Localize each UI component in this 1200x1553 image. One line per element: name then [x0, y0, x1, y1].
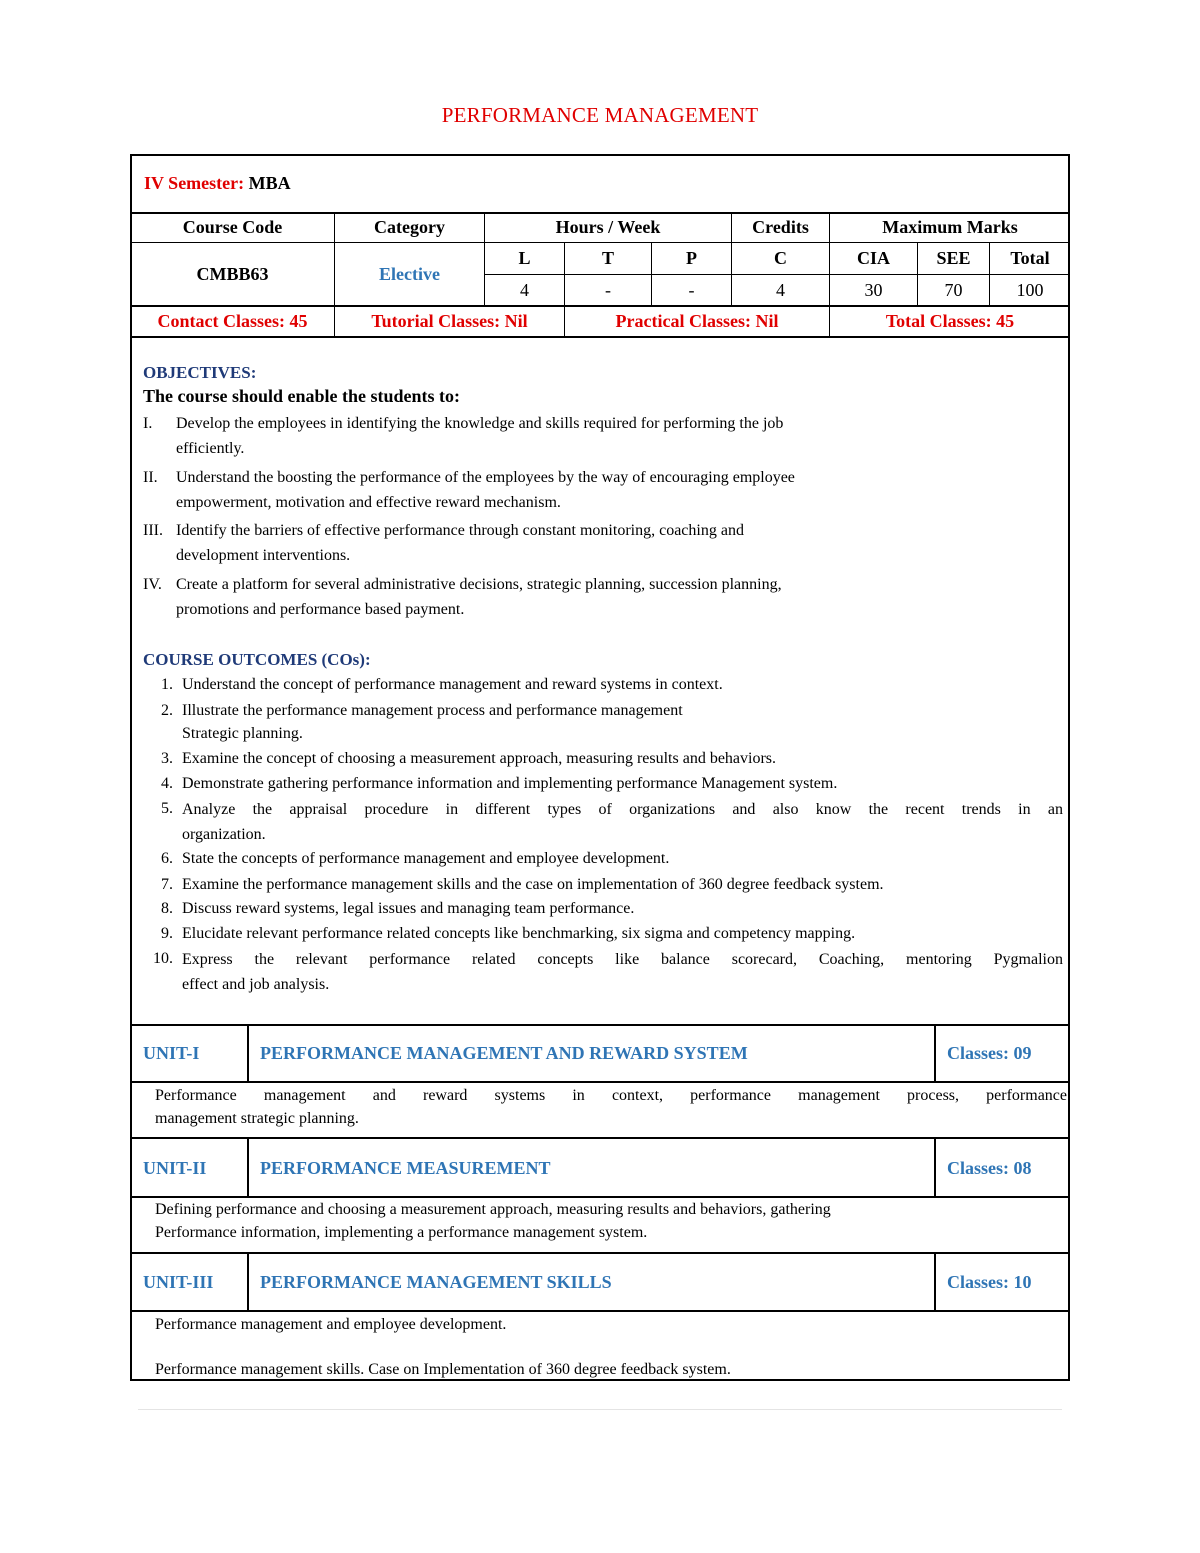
outcome-number: 6. — [161, 850, 173, 867]
objective-number: IV. — [143, 576, 162, 593]
outcome-item — [143, 673, 1063, 697]
outcomes-heading: COURSE OUTCOMES (COs): — [143, 650, 371, 669]
value-total: 100 — [1016, 279, 1044, 300]
outcome-item — [143, 797, 1063, 847]
outcome-number: 10. — [153, 950, 173, 967]
outcome-text: Illustrate the performance management process and performance management — [182, 702, 683, 719]
table-rule — [130, 336, 1070, 338]
unit-description-line: Defining performance and choosing a measurement approach, measuring results and behaviors, gathering — [155, 1201, 831, 1218]
unit-rule — [247, 1252, 249, 1310]
subheader-cia: CIA — [856, 248, 890, 268]
unit-description-line: Performance management skills. Case on Implementation of 360 degree feedback system. — [155, 1361, 731, 1378]
unit-classes: Classes: 08 — [947, 1158, 1032, 1178]
subheader-total: Total — [1010, 248, 1050, 268]
unit-description-line: management strategic planning. — [155, 1110, 359, 1127]
objective-text-continued: empowerment, motivation and effective reward mechanism. — [176, 494, 561, 511]
contact-classes: Contact Classes: 45 — [157, 310, 308, 331]
unit-code: UNIT-I — [143, 1043, 200, 1063]
unit-title: PERFORMANCE MEASUREMENT — [260, 1158, 551, 1178]
unit-classes: Classes: 09 — [947, 1043, 1032, 1063]
objective-text-continued: efficiently. — [176, 440, 245, 457]
outcome-item — [143, 922, 1063, 946]
outcome-number: 3. — [161, 750, 173, 767]
unit-description-line: Performance management and employee development. — [155, 1316, 507, 1333]
subheader-see: SEE — [936, 248, 971, 268]
header-credits: Credits — [752, 217, 809, 237]
outcome-item — [143, 897, 1063, 921]
objective-item — [143, 518, 993, 568]
page-bottom-rule — [138, 1409, 1062, 1410]
outcome-text: Understand the concept of performance management and reward systems in context. — [182, 676, 723, 693]
outcome-item — [143, 847, 1063, 871]
objectives-heading: OBJECTIVES: — [143, 363, 257, 382]
unit-rule — [247, 1137, 249, 1196]
objective-number: III. — [143, 522, 163, 539]
subheader-c: C — [774, 248, 787, 268]
category-value: Elective — [379, 263, 440, 284]
outcome-text: State the concepts of performance management and employee development. — [182, 850, 670, 867]
semester-label: IV Semester: — [144, 173, 245, 193]
objectives-lead: The course should enable the students to: — [143, 386, 461, 406]
header-category: Category — [374, 217, 445, 237]
outcome-text: Analyze the appraisal procedure in different types of organizations and also know the recent trends in an — [182, 801, 1063, 818]
unit-description — [155, 1198, 1067, 1244]
value-cia: 30 — [864, 279, 883, 300]
unit-code: UNIT-II — [143, 1158, 207, 1178]
outcome-number: 4. — [161, 775, 173, 792]
objective-text: Identify the barriers of effective performance through constant monitoring, coaching and — [176, 522, 744, 539]
objective-text: Develop the employees in identifying the knowledge and skills required for performing the job — [176, 415, 784, 432]
objective-text: Create a platform for several administrative decisions, strategic planning, succession planning, — [176, 576, 782, 593]
semester-line — [144, 173, 291, 194]
objective-number: II. — [143, 469, 158, 486]
outcome-number: 2. — [161, 702, 173, 719]
outcome-text-continued: organization. — [182, 826, 266, 843]
outcome-text: Discuss reward systems, legal issues and managing team performance. — [182, 900, 635, 917]
unit-rule — [934, 1252, 936, 1310]
outcome-number: 9. — [161, 925, 173, 942]
objective-item — [143, 411, 993, 461]
outcome-text: Demonstrate gathering performance information and implementing performance Management system. — [182, 775, 838, 792]
outcome-text: Elucidate relevant performance related concepts like benchmarking, six sigma and competency mapping. — [182, 925, 856, 942]
unit-rule — [247, 1024, 249, 1081]
outcome-number: 8. — [161, 900, 173, 917]
subheader-l: L — [518, 248, 531, 268]
objective-number: I. — [143, 415, 153, 432]
unit-rule — [130, 1252, 1070, 1254]
unit-rule — [934, 1137, 936, 1196]
outcome-item — [143, 772, 1063, 796]
objective-text: Understand the boosting the performance of the employees by the way of encouraging employee — [176, 469, 795, 486]
outcome-item — [143, 747, 1063, 771]
outcome-number: 1. — [161, 676, 173, 693]
outcome-text: Examine the concept of choosing a measurement approach, measuring results and behaviors. — [182, 750, 777, 767]
outcome-number: 7. — [161, 876, 173, 893]
outcome-item — [143, 873, 1063, 897]
objective-text-continued: promotions and performance based payment. — [176, 601, 465, 618]
outcome-text: Express the relevant performance related concepts like balance scorecard, Coaching, mentoring Pygmalion — [182, 951, 1063, 968]
course-code-value: CMBB63 — [196, 263, 269, 284]
unit-description-line: Performance information, implementing a performance management system. — [155, 1224, 648, 1241]
unit-title: PERFORMANCE MANAGEMENT SKILLS — [260, 1272, 612, 1292]
objective-item — [143, 465, 993, 515]
subheader-p: P — [686, 248, 697, 268]
value-p: - — [688, 279, 695, 300]
value-l: 4 — [520, 279, 529, 300]
outcome-text: Examine the performance management skills and the case on implementation of 360 degree feedback system. — [182, 876, 884, 893]
semester-value: MBA — [248, 173, 291, 193]
total-classes: Total Classes: 45 — [885, 310, 1015, 331]
outcome-number: 5. — [161, 800, 173, 817]
unit-classes: Classes: 10 — [947, 1272, 1032, 1292]
unit-rule — [934, 1024, 936, 1081]
unit-code: UNIT-III — [143, 1272, 214, 1292]
outcome-item — [143, 699, 1063, 745]
header-course-code: Course Code — [182, 217, 283, 237]
header-maximum-marks: Maximum Marks — [882, 217, 1018, 237]
outcome-item — [143, 947, 1063, 997]
unit-description-line: Performance management and reward systems in context, performance management process, performance — [155, 1087, 1067, 1104]
value-c: 4 — [776, 279, 785, 300]
outcome-text-continued: effect and job analysis. — [182, 976, 330, 993]
unit-rule — [130, 1137, 1070, 1139]
header-hours-week: Hours / Week — [555, 217, 661, 237]
unit-title: PERFORMANCE MANAGEMENT AND REWARD SYSTEM — [260, 1043, 748, 1063]
value-see: 70 — [944, 279, 963, 300]
outcome-text-continued: Strategic planning. — [182, 725, 303, 742]
subheader-t: T — [601, 248, 614, 268]
practical-classes: Practical Classes: Nil — [615, 310, 779, 331]
tutorial-classes: Tutorial Classes: Nil — [371, 310, 528, 331]
page-title: PERFORMANCE MANAGEMENT — [441, 103, 759, 127]
objective-text-continued: development interventions. — [176, 547, 351, 564]
value-t: - — [605, 279, 611, 300]
unit-rule — [130, 1081, 1070, 1083]
unit-rule — [130, 1024, 1070, 1026]
unit-rule — [130, 1310, 1070, 1312]
unit-description — [155, 1084, 1067, 1130]
objective-item — [143, 572, 993, 622]
